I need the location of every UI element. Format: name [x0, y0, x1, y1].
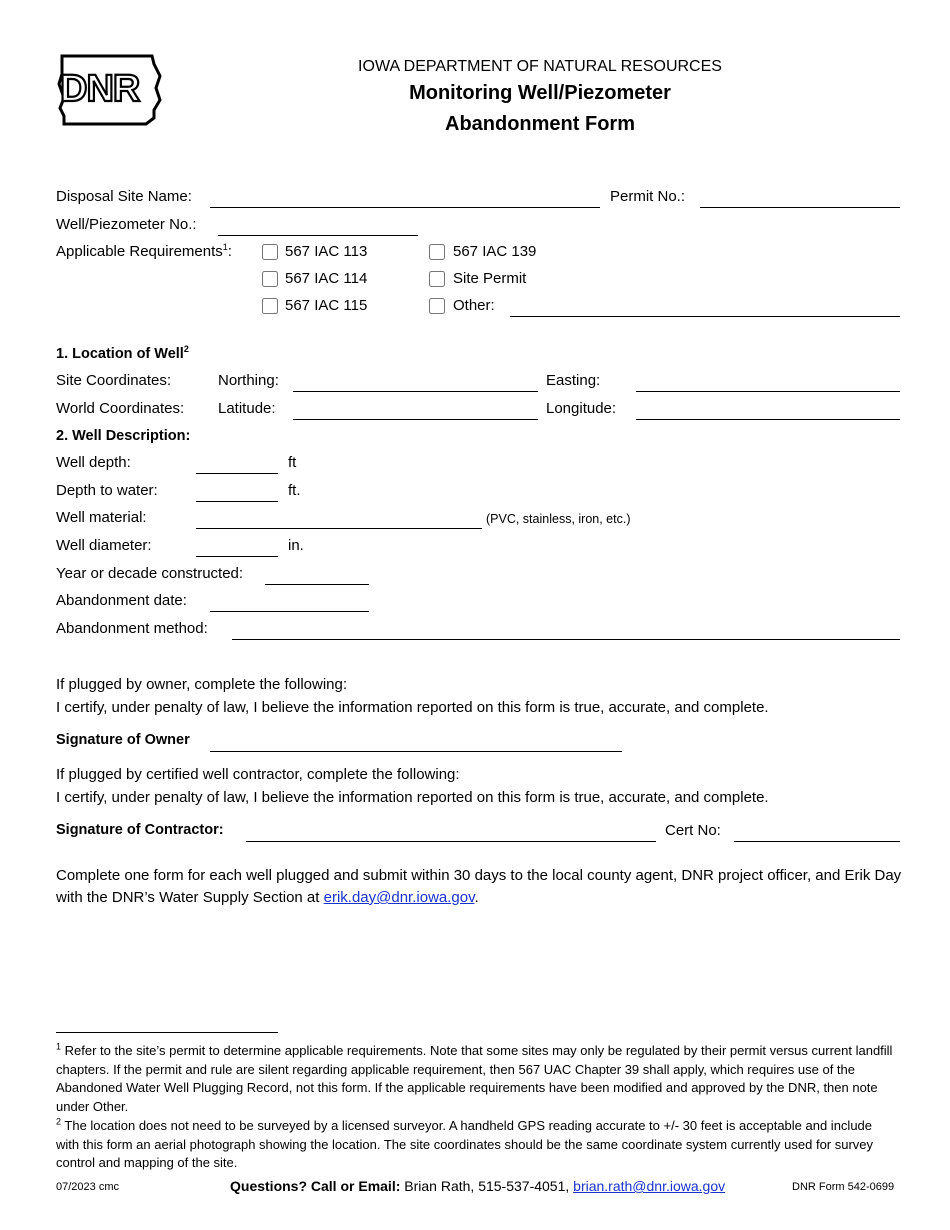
checkbox-567-iac-139[interactable] [429, 244, 445, 260]
questions-contact [230, 1178, 725, 1194]
well-material-input[interactable] [196, 512, 482, 529]
abandonment-date-input[interactable] [210, 595, 369, 612]
form-title-line2: Abandonment Form [445, 113, 635, 135]
well-no-label: Well/Piezometer No.: [56, 216, 197, 233]
checkbox-site-permit[interactable] [429, 271, 445, 287]
well-depth-input[interactable] [196, 457, 278, 474]
label-567-iac-113: 567 IAC 113 [285, 243, 368, 260]
contractor-signature-label: Signature of Contractor: [56, 822, 224, 838]
form-number: DNR Form 542-0699 [792, 1181, 895, 1193]
latitude-label: Latitude: [218, 400, 276, 417]
label-567-iac-139: 567 IAC 139 [453, 243, 537, 260]
site-name-input[interactable] [210, 191, 600, 208]
northing-label: Northing: [218, 372, 279, 389]
owner-certify: I certify, under penalty of law, I believe the information reported on this form is true, accurate, and complete. [56, 699, 769, 716]
agency-name: IOWA DEPARTMENT OF NATURAL RESOURCES [358, 58, 722, 75]
owner-intro: If plugged by owner, complete the following: [56, 676, 348, 693]
well-diameter-label: Well diameter: [56, 537, 152, 554]
requirements-label-text: Applicable Requirements [56, 243, 223, 260]
footnote-divider [56, 1032, 278, 1033]
footnote-1 [56, 1042, 896, 1116]
owner-signature-label: Signature of Owner [56, 732, 190, 748]
footnote-2 [56, 1117, 896, 1173]
contractor-signature-input[interactable] [246, 825, 656, 842]
well-no-input[interactable] [218, 219, 418, 236]
label-other: Other: [453, 297, 495, 314]
instructions-text: Complete one form for each well plugged and submit within 30 days to the local county agent, DNR project officer, and Erik Day with the DNR’s Water Supply Section at [56, 867, 902, 906]
well-diameter-unit: in. [288, 537, 304, 554]
footnote-1-text: Refer to the site’s permit to determine applicable requirements. Note that some sites may only be regulated by their permit versus current landfill chapters. If the permit and rule are silent regarding applicable requirement, then 567 UAC Chapter 39 shall apply, which requires use of the Abandoned Water Well Plugging Record, not this form. If the applicable requirements have been modified and approved by the DNR, then note under Other. [56, 1043, 893, 1114]
latitude-input[interactable] [293, 403, 538, 420]
abandonment-method-label: Abandonment method: [56, 620, 208, 637]
label-site-permit: Site Permit [453, 270, 527, 287]
well-depth-unit: ft [288, 454, 297, 471]
checkbox-567-iac-115[interactable] [262, 298, 278, 314]
easting-input[interactable] [636, 375, 900, 392]
brian-rath-email-link[interactable]: brian.rath@dnr.iowa.gov [573, 1178, 726, 1194]
footnote-2-mark: 2 [56, 1116, 62, 1127]
well-diameter-input[interactable] [196, 540, 278, 557]
longitude-input[interactable] [636, 403, 900, 420]
instructions-end: . [474, 889, 479, 906]
permit-label: Permit No.: [610, 188, 686, 205]
checkbox-other[interactable] [429, 298, 445, 314]
revision-date: 07/2023 cmc [56, 1181, 119, 1193]
depth-to-water-input[interactable] [196, 485, 278, 502]
description-heading: 2. Well Description: [56, 428, 191, 444]
year-constructed-input[interactable] [265, 568, 369, 585]
easting-label: Easting: [546, 372, 601, 389]
requirements-colon: : [227, 243, 232, 260]
footnote-ref-2: 2 [183, 344, 189, 355]
world-coords-label: World Coordinates: [56, 400, 185, 417]
cert-no-label: Cert No: [665, 822, 721, 839]
longitude-label: Longitude: [546, 400, 617, 417]
well-material-hint: (PVC, stainless, iron, etc.) [486, 512, 631, 526]
contact-person: Brian Rath, 515-537-4051, [400, 1178, 574, 1194]
well-material-label: Well material: [56, 509, 147, 526]
abandonment-date-label: Abandonment date: [56, 592, 187, 609]
northing-input[interactable] [293, 375, 538, 392]
abandonment-method-input[interactable] [232, 623, 900, 640]
checkbox-567-iac-113[interactable] [262, 244, 278, 260]
year-constructed-label: Year or decade constructed: [56, 565, 244, 582]
footnote-2-text: The location does not need to be surveyed by a licensed surveyor. A handheld GPS reading accurate to +/- 30 feet is acceptable and include with this form an aerial photograph showing the location. The site coordinates should be the same coordinate system currently used for survey control and mapping of the site. [56, 1118, 874, 1170]
location-heading-text: 1. Location of Well [56, 346, 184, 362]
submission-instructions [56, 865, 906, 909]
footnote-1-mark: 1 [56, 1041, 62, 1052]
owner-signature-input[interactable] [210, 735, 622, 752]
label-567-iac-114: 567 IAC 114 [285, 270, 368, 287]
dnr-logo [56, 54, 166, 126]
cert-no-input[interactable] [734, 825, 900, 842]
questions-label: Questions? Call or Email: [230, 1178, 401, 1194]
site-coords-label: Site Coordinates: [56, 372, 172, 389]
requirements-label [56, 243, 232, 260]
permit-input[interactable] [700, 191, 900, 208]
contractor-certify: I certify, under penalty of law, I believe the information reported on this form is true, accurate, and complete. [56, 789, 769, 806]
site-name-label: Disposal Site Name: [56, 188, 192, 205]
contractor-intro: If plugged by certified well contractor, complete the following: [56, 766, 460, 783]
footnote-ref-1: 1 [222, 242, 228, 252]
logo-text: DNR [60, 68, 140, 110]
location-heading [56, 346, 189, 362]
form-title-line1: Monitoring Well/Piezometer [409, 82, 671, 104]
erik-day-email-link[interactable]: erik.day@dnr.iowa.gov [323, 889, 475, 906]
other-input[interactable] [510, 300, 900, 317]
depth-to-water-label: Depth to water: [56, 482, 158, 499]
label-567-iac-115: 567 IAC 115 [285, 297, 368, 314]
depth-to-water-unit: ft. [288, 482, 301, 499]
well-depth-label: Well depth: [56, 454, 131, 471]
checkbox-567-iac-114[interactable] [262, 271, 278, 287]
